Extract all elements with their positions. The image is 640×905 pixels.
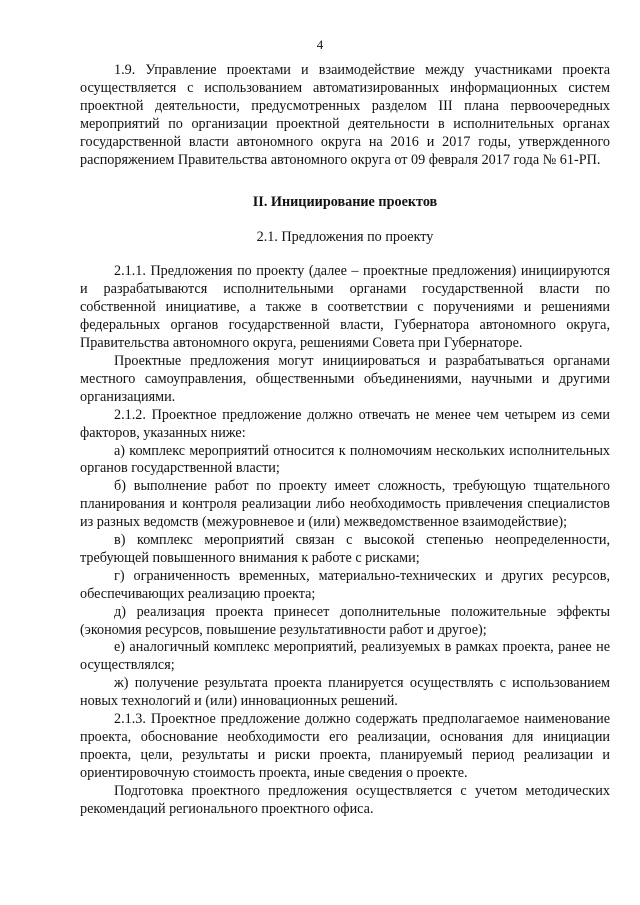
paragraph-initiators: Проектные предложения могут инициироваться и разрабатываться органами местного самоуправления, общественными объединениями, научными и другими организациями. <box>80 352 610 405</box>
paragraph-2-1-1: 2.1.1. Предложения по проекту (далее – проектные предложения) инициируются и разрабатываются исполнительными органами государственной власти по собственной инициативе, а также в соответствии с поручениями и решениями федеральных органов государственной власти, Губернатора автономного округа, Правительства автономного округа, решениями Совета при Губернаторе. <box>80 263 610 352</box>
list-item-zh: ж) получение результата проекта планируется осуществлять с использованием новых технологий и (или) инновационных решений. <box>80 675 610 710</box>
paragraph-1-9: 1.9. Управление проектами и взаимодействие между участниками проекта осуществляется с использованием автоматизированных информационных систем проектной деятельности, предусмотренных разделом III плана первоочередных мероприятий по организации проектной деятельности в исполнительных органах государственной власти автономного округа на 2016 и 2017 годы, утвержденного распоряжением Правительства автономного округа от 09 февраля 2017 года № 61-РП. <box>80 62 610 168</box>
paragraph-preparation: Подготовка проектного предложения осуществляется с учетом методических рекомендаций регионального проектного офиса. <box>80 782 610 817</box>
section-title: II. Инициирование проектов <box>252 194 438 211</box>
list-item-e: е) аналогичный комплекс мероприятий, реализуемых в рамках проекта, ранее не осуществлялся; <box>80 639 610 674</box>
paragraph-2-1-2: 2.1.2. Проектное предложение должно отвечать не менее чем четырем из семи факторов, указанных ниже: <box>80 406 610 441</box>
list-item-d: д) реализация проекта принесет дополнительные положительные эффекты (экономия ресурсов, повышение результативности работ и другое); <box>80 603 610 638</box>
paragraph-2-1-3: 2.1.3. Проектное предложение должно содержать предполагаемое наименование проекта, обоснование необходимости его реализации, основания для инициации проекта, цели, результаты и риски проекта, планируемый период реализации и ориентировочную стоимость проекта, иные сведения о проекте. <box>80 711 610 781</box>
list-item-b: б) выполнение работ по проекту имеет сложность, требующую тщательного планирования и контроля реализации либо необходимость привлечения специалистов из разных ведомств (межуровневое и (или) межведомственное взаимодействие); <box>80 478 610 531</box>
list-item-g: г) ограниченность временных, материально-технических и других ресурсов, обеспечивающих реализацию проекта; <box>80 567 610 602</box>
subsection-title: 2.1. Предложения по проекту <box>256 229 434 246</box>
list-item-a: а) комплекс мероприятий относится к полномочиям нескольких исполнительных органов государственной власти; <box>80 442 610 477</box>
list-item-v: в) комплекс мероприятий связан с высокой степенью неопределенности, требующей повышенного внимания к работе с рисками; <box>80 532 610 566</box>
document-body <box>80 62 610 819</box>
page-number: 4 <box>316 37 324 52</box>
